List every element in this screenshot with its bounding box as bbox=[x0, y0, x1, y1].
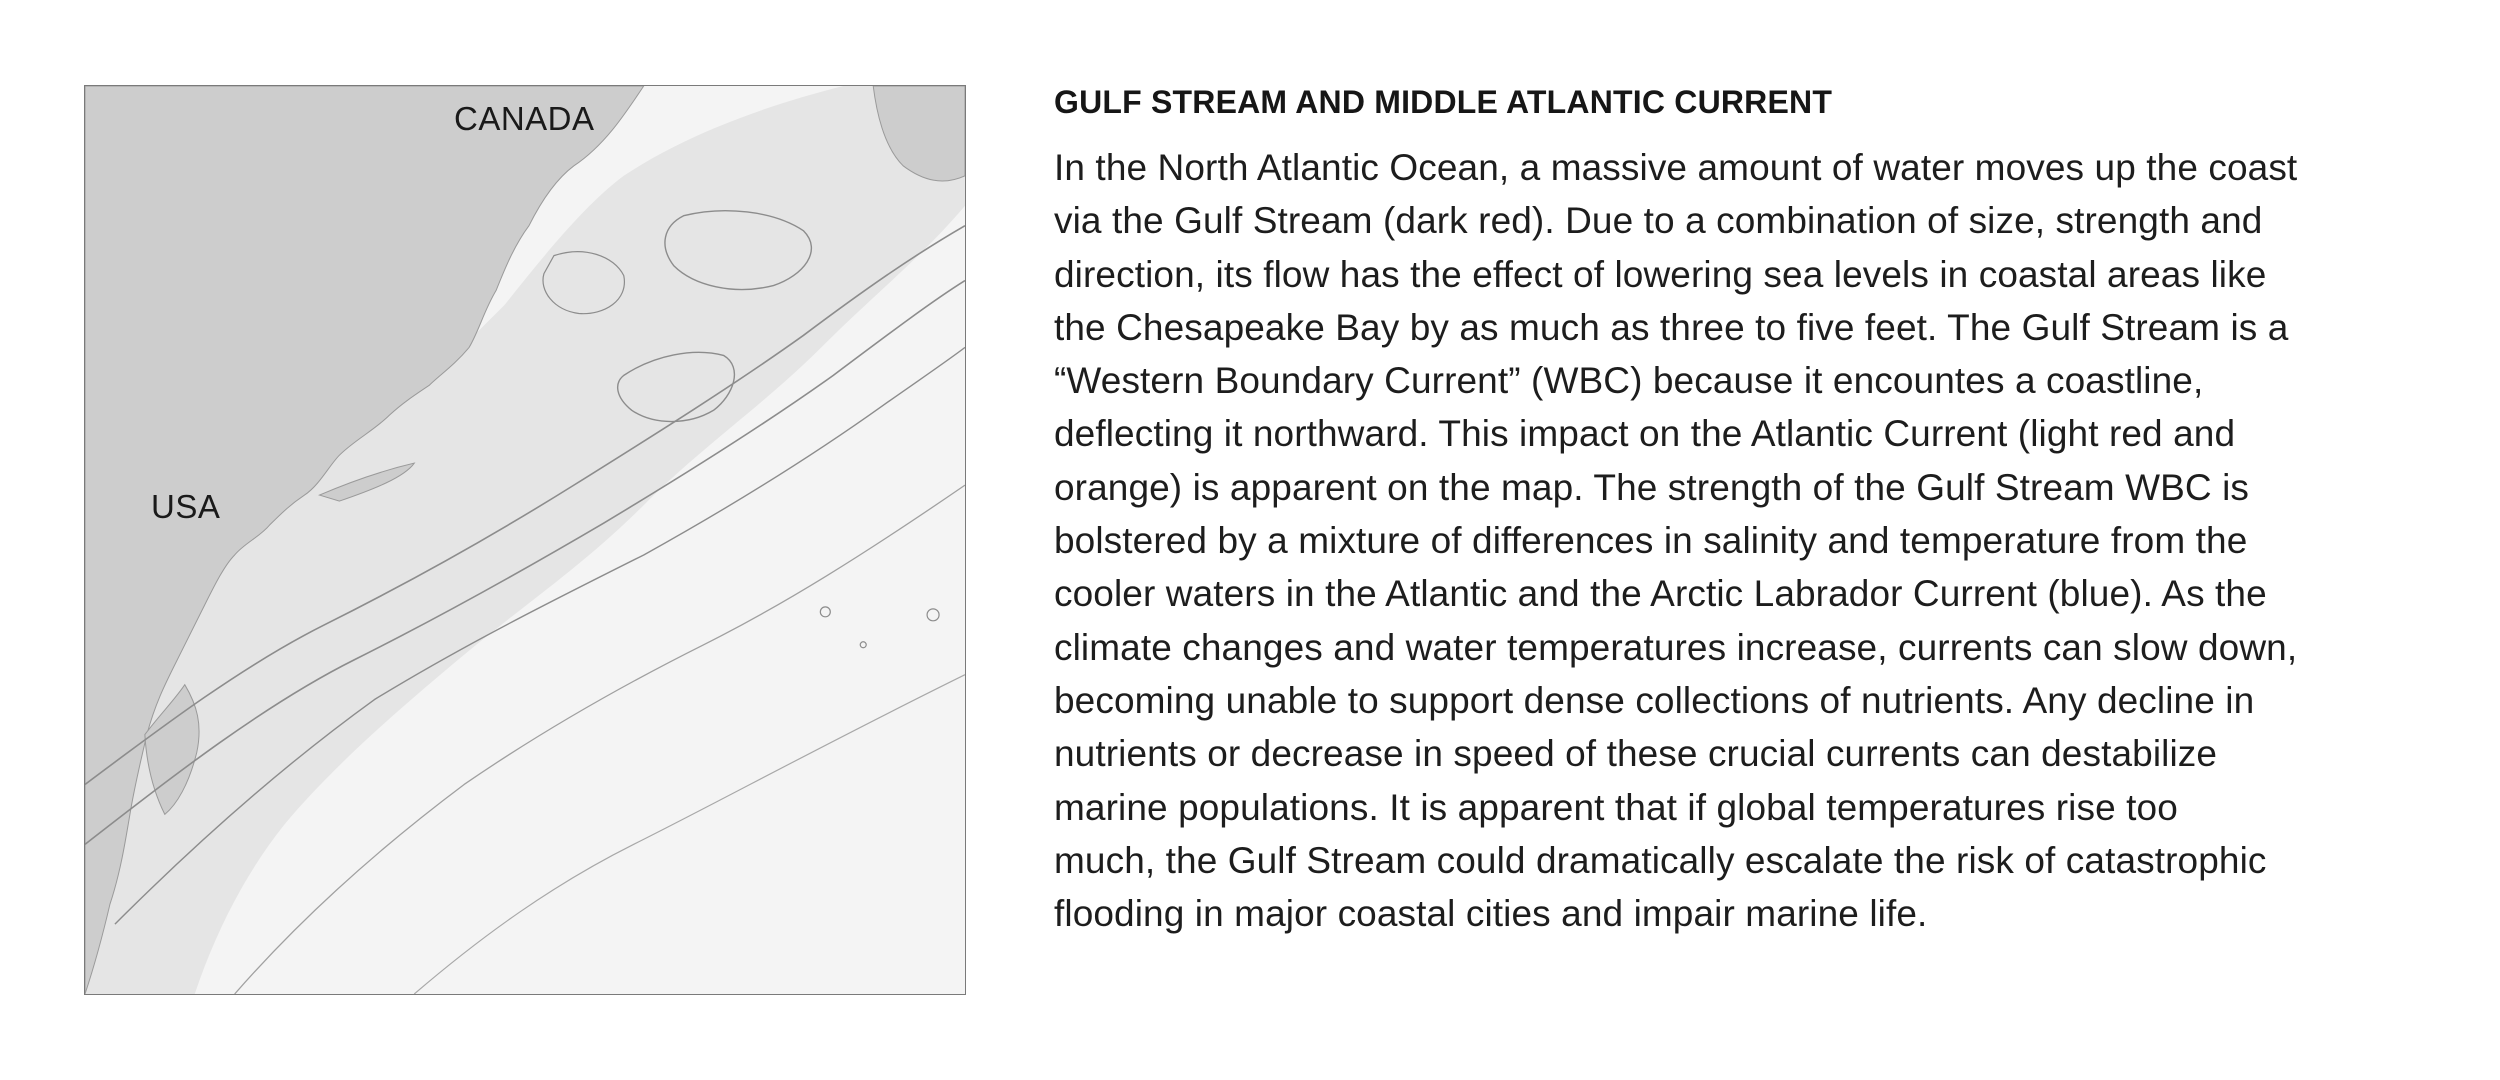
article-line: climate changes and water temperatures increase, currents can slow down, bbox=[1054, 626, 2298, 668]
article-line: bolstered by a mixture of differences in salinity and temperature from the bbox=[1054, 520, 2248, 562]
article-line: marine populations. It is apparent that if global temperatures rise too bbox=[1054, 786, 2178, 828]
map-graphic bbox=[85, 86, 965, 994]
article-line: nutrients or decrease in speed of these crucial currents can destabilize bbox=[1054, 733, 2218, 775]
article-block bbox=[1054, 84, 2434, 940]
article-line: direction, its flow has the effect of lowering sea levels in coastal areas like bbox=[1054, 253, 2267, 295]
article-line: becoming unable to support dense collections of nutrients. Any decline in bbox=[1054, 679, 2255, 721]
article-line: In the North Atlantic Ocean, a massive amount of water moves up the coast bbox=[1054, 147, 2298, 188]
article-line: deflecting it northward. This impact on the Atlantic Current (light red and bbox=[1054, 413, 2236, 455]
map-label-canada: CANADA bbox=[454, 100, 595, 137]
article-line: much, the Gulf Stream could dramatically escalate the risk of catastrophic bbox=[1054, 839, 2267, 881]
map-label-usa: USA bbox=[151, 488, 221, 525]
article-line: via the Gulf Stream (dark red). Due to a combination of size, strength and bbox=[1054, 200, 2263, 242]
article-line: flooding in major coastal cities and impair marine life. bbox=[1054, 893, 1928, 935]
ocean-map bbox=[84, 85, 966, 995]
article-body bbox=[1054, 141, 2434, 940]
article-line: the Chesapeake Bay by as much as three to five feet. The Gulf Stream is a bbox=[1054, 306, 2289, 348]
article-line: orange) is apparent on the map. The strength of the Gulf Stream WBC is bbox=[1054, 466, 2250, 508]
article-heading: GULF STREAM AND MIDDLE ATLANTIC CURRENT bbox=[1054, 84, 1833, 120]
article-line: cooler waters in the Atlantic and the Arctic Labrador Current (blue). As the bbox=[1054, 573, 2267, 615]
article-line: “Western Boundary Current” (WBC) because it encountes a coastline, bbox=[1054, 360, 2204, 402]
